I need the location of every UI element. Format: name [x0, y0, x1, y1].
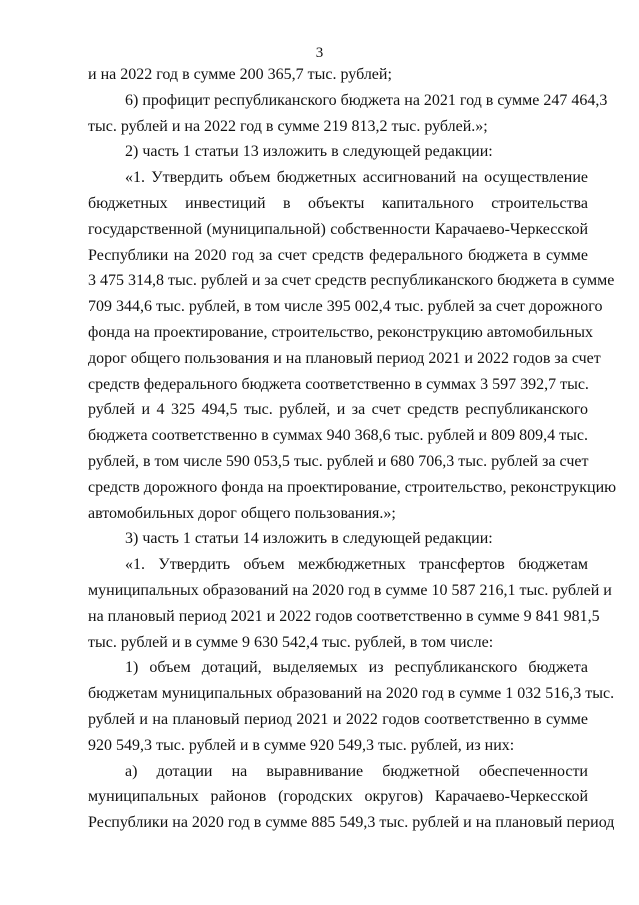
- text-line: Республики на 2020 год за счет средств федерального бюджета в сумме: [88, 246, 588, 264]
- text-line: рублей и 4 325 494,5 тыс. рублей, и за счет средств республиканского: [88, 401, 588, 419]
- text-line: 2) часть 1 статьи 13 изложить в следующей редакции:: [125, 143, 493, 161]
- text-line: а) дотации на выравнивание бюджетной обеспеченности: [125, 762, 588, 780]
- text-line: государственной (муниципальной) собственности Карачаево-Черкесской: [88, 220, 588, 238]
- page-number: 3: [315, 45, 324, 61]
- text-line: тыс. рублей и на 2022 год в сумме 219 813,2 тыс. рублей.»;: [88, 117, 488, 135]
- paragraph: [88, 88, 608, 140]
- paragraph: [88, 139, 588, 165]
- text-line: бюджета соответственно в суммах 940 368,6 тыс. рублей и 809 809,4 тыс.: [88, 427, 588, 445]
- text-line: 3) часть 1 статьи 14 изложить в следующей редакции:: [125, 530, 493, 548]
- text-line: рублей и на плановый период 2021 и 2022 годов соответственно в сумме: [88, 710, 588, 728]
- text-line: 6) профицит республиканского бюджета на 2021 год в сумме 247 464,3: [125, 91, 608, 109]
- text-line: и на 2022 год в сумме 200 365,7 тыс. рублей;: [88, 66, 392, 83]
- paragraph: [88, 165, 617, 526]
- text-line: автомобильных дорог общего пользования.»;: [88, 504, 396, 522]
- paragraph: [88, 759, 615, 836]
- paragraph: [88, 552, 612, 655]
- text-line: бюджетам муниципальных образований на 2020 год в сумме 1 032 516,3 тыс.: [88, 685, 615, 703]
- text-line: муниципальных образований на 2020 год в сумме 10 587 216,1 тыс. рублей и: [88, 581, 612, 599]
- text-line: бюджетных инвестиций в объекты капитального строительства: [88, 194, 588, 212]
- text-line: средств дорожного фонда на проектирование, строительство, реконструкцию: [88, 478, 617, 496]
- text-line: дорог общего пользования и на плановый период 2021 и 2022 годов за счет: [88, 349, 601, 367]
- text-line: «1. Утвердить объем бюджетных ассигнований на осуществление: [125, 169, 588, 187]
- text-line: Республики на 2020 год в сумме 885 549,3 тыс. рублей и на плановый период: [88, 814, 615, 832]
- text-line: фонда на проектирование, строительство, реконструкцию автомобильных: [88, 323, 593, 341]
- text-line: рублей, в том числе 590 053,5 тыс. рублей и 680 706,3 тыс. рублей за счет: [88, 452, 589, 470]
- text-line: тыс. рублей и в сумме 9 630 542,4 тыс. рублей, в том числе:: [88, 633, 494, 651]
- text-line: «1. Утвердить объем межбюджетных трансфертов бюджетам: [125, 556, 588, 574]
- paragraph: [88, 62, 588, 88]
- paragraph: [88, 655, 615, 758]
- document-body: [88, 62, 617, 836]
- text-line: 3 475 314,8 тыс. рублей и за счет средств республиканского бюджета в сумме: [88, 272, 615, 290]
- text-line: муниципальных районов (городских округов) Карачаево-Черкесской: [88, 788, 588, 806]
- text-line: 920 549,3 тыс. рублей и в сумме 920 549,3 тыс. рублей, из них:: [88, 736, 515, 754]
- text-line: 1) объем дотаций, выделяемых из республиканского бюджета: [125, 659, 588, 677]
- paragraph: [88, 526, 588, 552]
- text-line: 709 344,6 тыс. рублей, в том числе 395 002,4 тыс. рублей за счет дорожного: [88, 298, 603, 316]
- text-line: средств федерального бюджета соответственно в суммах 3 597 392,7 тыс.: [88, 375, 589, 393]
- text-line: на плановый период 2021 и 2022 годов соответственно в сумме 9 841 981,5: [88, 607, 600, 625]
